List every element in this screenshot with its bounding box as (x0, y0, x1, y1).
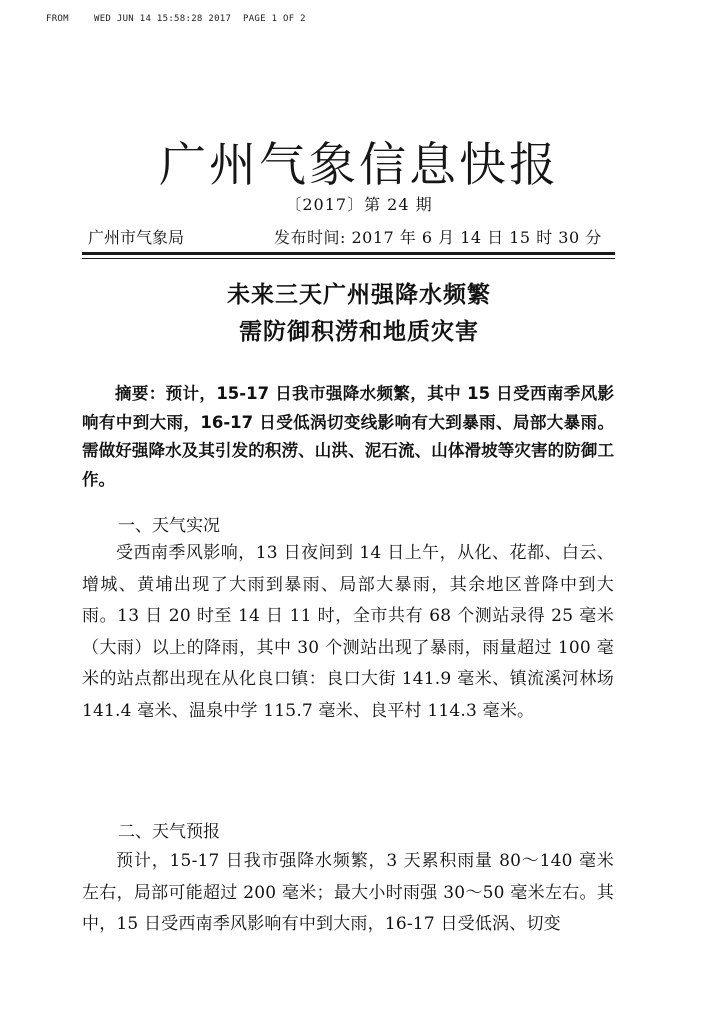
masthead-rule-thick (82, 252, 615, 255)
headline-line-2: 需防御积涝和地质灾害 (239, 319, 479, 345)
section-body-forecast: 预计，15-17 日我市强降水频繁，3 天累积雨量 80～140 毫米左右，局部可能超过 200 毫米；最大小时雨强 30～50 毫米左右。其中，15 日受西南季风影响有中到大雨，16-17 日受低涡、切变 (82, 851, 614, 934)
fax-from: FROM (46, 14, 69, 24)
summary-paragraph: 摘要：预计，15-17 日我市强降水频繁，其中 15 日受西南季风影响有中到大雨，16-17 日受低涡切变线影响有大到暴雨、局部大暴雨。需做好强降水及其引发的积涝、山洪、泥石流、山体滑坡等灾害的防御工作。 (82, 384, 614, 489)
section-body-observations: 受西南季风影响，13 日夜间到 14 日上午，从化、花都、白云、增城、黄埔出现了大雨到暴雨、局部大暴雨，其余地区普降中到大雨。13 日 20 时至 14 日 11 时，全市共有 68 个测站录得 25 毫米（大雨）以上的降雨，其中 30 个测站出现了暴雨，雨量超过 100 毫米的站点都出现在从化良口镇：良口大街 141.9 毫米、镇流溪河林场 141.4 毫米、温泉中学 115.7 毫米、良平村 114.3 毫米。 (82, 543, 614, 721)
section-heading-observations: 一、天气实况 (118, 516, 220, 536)
fax-page-count: PAGE 1 OF 2 (243, 14, 306, 24)
issue-number: 〔2017〕第 24 期 (285, 195, 433, 214)
masthead-meta (88, 225, 608, 249)
issuer: 广州市气象局 (88, 228, 185, 247)
masthead-rule-thin (82, 258, 615, 259)
publish-time: 发布时间: 2017 年 6 月 14 日 15 时 30 分 (274, 228, 602, 247)
masthead-title: 广州气象信息快报 (159, 138, 559, 193)
fax-datetime: WED JUN 14 15:58:28 2017 (94, 14, 232, 24)
headline-line-1: 未来三天广州强降水频繁 (227, 282, 491, 308)
section-heading-forecast: 二、天气预报 (118, 822, 220, 842)
